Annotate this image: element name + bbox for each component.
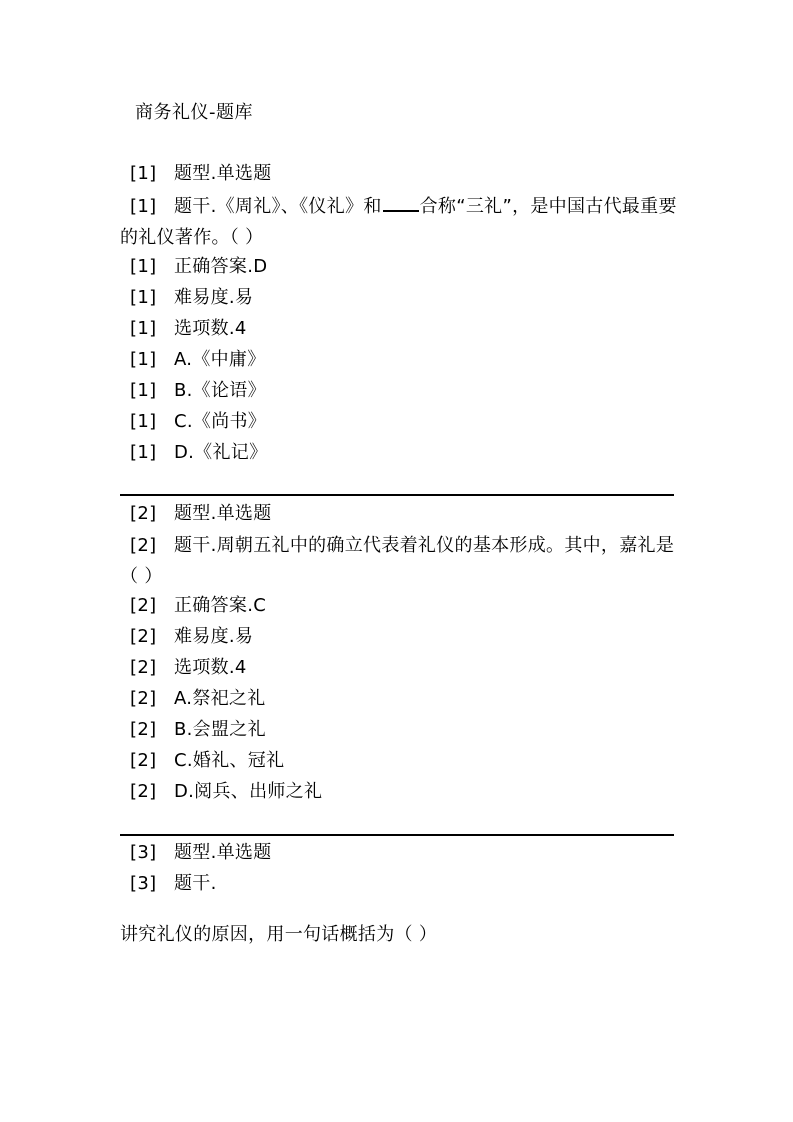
stem-text: 题干.周朝五礼中的确立代表着礼仪的基本形成。其中，嘉礼是（ ） [120,535,675,587]
question-index: [1] [130,318,157,339]
question-type-line [130,161,272,187]
option-text: B.《论语》 [174,380,266,401]
option-d [130,440,267,466]
difficulty-line [130,285,253,311]
question-type: 题型.单选题 [174,503,272,524]
question-index: [2] [130,719,157,740]
question-index: [1] [130,442,157,463]
option-count-line [130,316,247,342]
question-stem [120,191,680,253]
answer-line [130,593,266,619]
option-text: D.《礼记》 [174,442,268,463]
option-c [130,409,266,435]
stem-text-before: 题干.《周礼》、《仪礼》和 [174,196,382,217]
stem-text: 题干. [174,873,217,894]
question-index: [1] [130,196,157,217]
option-text: C.婚礼、冠礼 [174,750,285,771]
stem-continuation: 讲究礼仪的原因，用一句话概括为（ ） [120,924,438,945]
option-a [130,347,266,373]
question-index: [2] [130,503,157,524]
option-text: C.《尚书》 [174,411,267,432]
question-index: [1] [130,287,157,308]
question-index: [2] [130,535,157,556]
question-index: [3] [130,842,157,863]
question-type-line [130,840,272,866]
question-index: [2] [130,750,157,771]
option-count: 选项数.4 [174,318,247,339]
question-divider [120,834,674,836]
question-index: [2] [130,595,157,616]
option-a [130,686,266,712]
question-stem [130,871,217,897]
option-b [130,717,266,743]
question-index: [1] [130,256,157,277]
difficulty-line [130,624,253,650]
question-index: [1] [130,349,157,370]
option-text: D.阅兵、出师之礼 [174,781,323,802]
option-c [130,748,284,774]
difficulty: 难易度.易 [174,287,254,308]
question-index: [2] [130,657,157,678]
question-type: 题型.单选题 [174,842,272,863]
option-text: A.祭祀之礼 [174,688,266,709]
question-index: [3] [130,873,157,894]
question-index: [2] [130,626,157,647]
question-index: [1] [130,411,157,432]
option-count: 选项数.4 [174,657,247,678]
correct-answer: 正确答案.C [174,595,267,616]
fill-blank [383,192,419,212]
difficulty: 难易度.易 [174,626,254,647]
document-title: 商务礼仪-题库 [135,102,253,123]
question-index: [2] [130,781,157,802]
option-text: A.《中庸》 [174,349,266,370]
option-text: B.会盟之礼 [174,719,266,740]
question-divider [120,494,674,496]
question-type: 题型.单选题 [174,163,272,184]
correct-answer: 正确答案.D [174,256,268,277]
question-index: [2] [130,688,157,709]
question-index: [1] [130,163,157,184]
question-index: [1] [130,380,157,401]
stem-text-after: 合称“三礼”，是中国古代最重要的礼仪著作。（ ） [120,196,677,248]
option-count-line [130,655,247,681]
option-b [130,378,266,404]
question-type-line [130,501,272,527]
answer-line [130,254,267,280]
question-stem [120,530,680,592]
option-d [130,779,322,805]
